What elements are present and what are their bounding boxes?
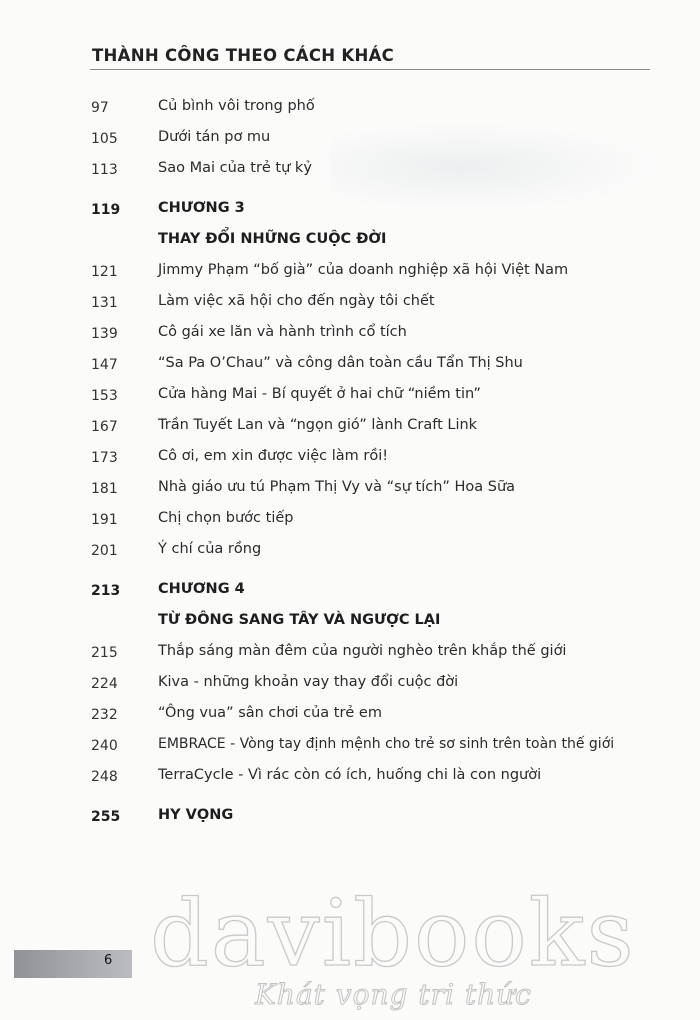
toc-entry bbox=[0, 98, 700, 122]
toc-page-number: 240 bbox=[91, 738, 118, 754]
page-number: 6 bbox=[104, 953, 113, 968]
toc-entry-title: Cô ơi, em xin được việc làm rồi! bbox=[158, 448, 389, 464]
toc-entry-title: Sao Mai của trẻ tự kỷ bbox=[158, 160, 312, 176]
toc-entry bbox=[0, 674, 700, 698]
chapter-page-number: 119 bbox=[91, 202, 121, 218]
toc-entry bbox=[0, 510, 700, 534]
toc-page-number: 224 bbox=[91, 676, 118, 692]
toc-entry-title: “Sa Pa O’Chau” và công dân toàn cầu Tẩn Thị Shu bbox=[158, 355, 523, 371]
toc-page-number: 105 bbox=[91, 131, 118, 147]
toc-entry-title: TerraCycle - Vì rác còn có ích, huống chi là con người bbox=[158, 767, 542, 783]
toc-entry-title: Ý chí của rồng bbox=[158, 541, 262, 557]
toc-entry bbox=[0, 541, 700, 565]
running-header-title: THÀNH CÔNG THEO CÁCH KHÁC bbox=[92, 46, 395, 65]
toc-entry-title: Cửa hàng Mai - Bí quyết ở hai chữ “niềm tin” bbox=[158, 386, 481, 402]
chapter-4-heading bbox=[0, 581, 700, 605]
chapter-3-heading bbox=[0, 200, 700, 224]
toc-entry bbox=[0, 324, 700, 348]
toc-entry-title: “Ông vua” sân chơi của trẻ em bbox=[158, 705, 382, 721]
chapter-label: CHƯƠNG 3 bbox=[158, 200, 245, 216]
toc-entry bbox=[0, 160, 700, 184]
toc-page-number: 232 bbox=[91, 707, 118, 723]
toc-entry-title: Kiva - những khoản vay thay đổi cuộc đời bbox=[158, 674, 459, 690]
final-section-heading bbox=[0, 807, 700, 831]
chapter-label: CHƯƠNG 4 bbox=[158, 581, 245, 597]
toc-page-number: 215 bbox=[91, 645, 118, 661]
chapter-page-number: 213 bbox=[91, 583, 121, 599]
toc-entry bbox=[0, 479, 700, 503]
toc-entry bbox=[0, 262, 700, 286]
toc-entry bbox=[0, 643, 700, 667]
toc-page-number: 201 bbox=[91, 543, 118, 559]
watermark-brand: davibooks bbox=[150, 880, 636, 987]
toc-entry bbox=[0, 417, 700, 441]
chapter-page-number: 255 bbox=[91, 809, 121, 825]
header-divider bbox=[90, 69, 650, 70]
toc-entry bbox=[0, 705, 700, 729]
toc-entry-title: Chị chọn bước tiếp bbox=[158, 510, 294, 526]
toc-entry bbox=[0, 293, 700, 317]
toc-entry-title: Cô gái xe lăn và hành trình cổ tích bbox=[158, 324, 407, 340]
toc-entry bbox=[0, 767, 700, 791]
toc-entry-title: Thắp sáng màn đêm của người nghèo trên khắp thế giới bbox=[158, 643, 567, 659]
toc-entry bbox=[0, 355, 700, 379]
toc-page-number: 191 bbox=[91, 512, 118, 528]
chapter-4-title: TỪ ĐÔNG SANG TÂY VÀ NGƯỢC LẠI bbox=[158, 612, 441, 628]
toc-page-number: 181 bbox=[91, 481, 118, 497]
toc-entry bbox=[0, 129, 700, 153]
toc-entry-title: EMBRACE - Vòng tay định mệnh cho trẻ sơ sinh trên toàn thế giới bbox=[158, 736, 615, 752]
toc-entry-title: Jimmy Phạm “bố già” của doanh nghiệp xã hội Việt Nam bbox=[158, 262, 569, 278]
toc-entry-title: Làm việc xã hội cho đến ngày tôi chết bbox=[158, 293, 435, 309]
toc-entry bbox=[0, 448, 700, 472]
toc-entry-title: Nhà giáo ưu tú Phạm Thị Vy và “sự tích” Hoa Sữa bbox=[158, 479, 516, 495]
chapter-3-title: THAY ĐỔI NHỮNG CUỘC ĐỜI bbox=[158, 231, 387, 247]
toc-entry bbox=[0, 386, 700, 410]
toc-page-number: 121 bbox=[91, 264, 118, 280]
toc-entry-title: Củ bình vôi trong phố bbox=[158, 98, 315, 114]
toc-page-number: 167 bbox=[91, 419, 118, 435]
toc-entry-title: Trần Tuyết Lan và “ngọn gió” lành Craft Link bbox=[158, 417, 478, 433]
section-label: HY VỌNG bbox=[158, 807, 234, 823]
toc-page-number: 173 bbox=[91, 450, 118, 466]
toc-page-number: 153 bbox=[91, 388, 118, 404]
toc-entry bbox=[0, 736, 700, 760]
watermark-tagline: Khát vọng tri thức bbox=[255, 978, 532, 1011]
toc-page-number: 248 bbox=[91, 769, 118, 785]
toc-page-number: 147 bbox=[91, 357, 118, 373]
page-number-tab bbox=[14, 950, 132, 978]
toc-page-number: 131 bbox=[91, 295, 118, 311]
toc-page-number: 97 bbox=[91, 100, 109, 116]
toc-page-number: 139 bbox=[91, 326, 118, 342]
toc-page-number: 113 bbox=[91, 162, 118, 178]
toc-entry-title: Dưới tán pơ mu bbox=[158, 129, 271, 145]
